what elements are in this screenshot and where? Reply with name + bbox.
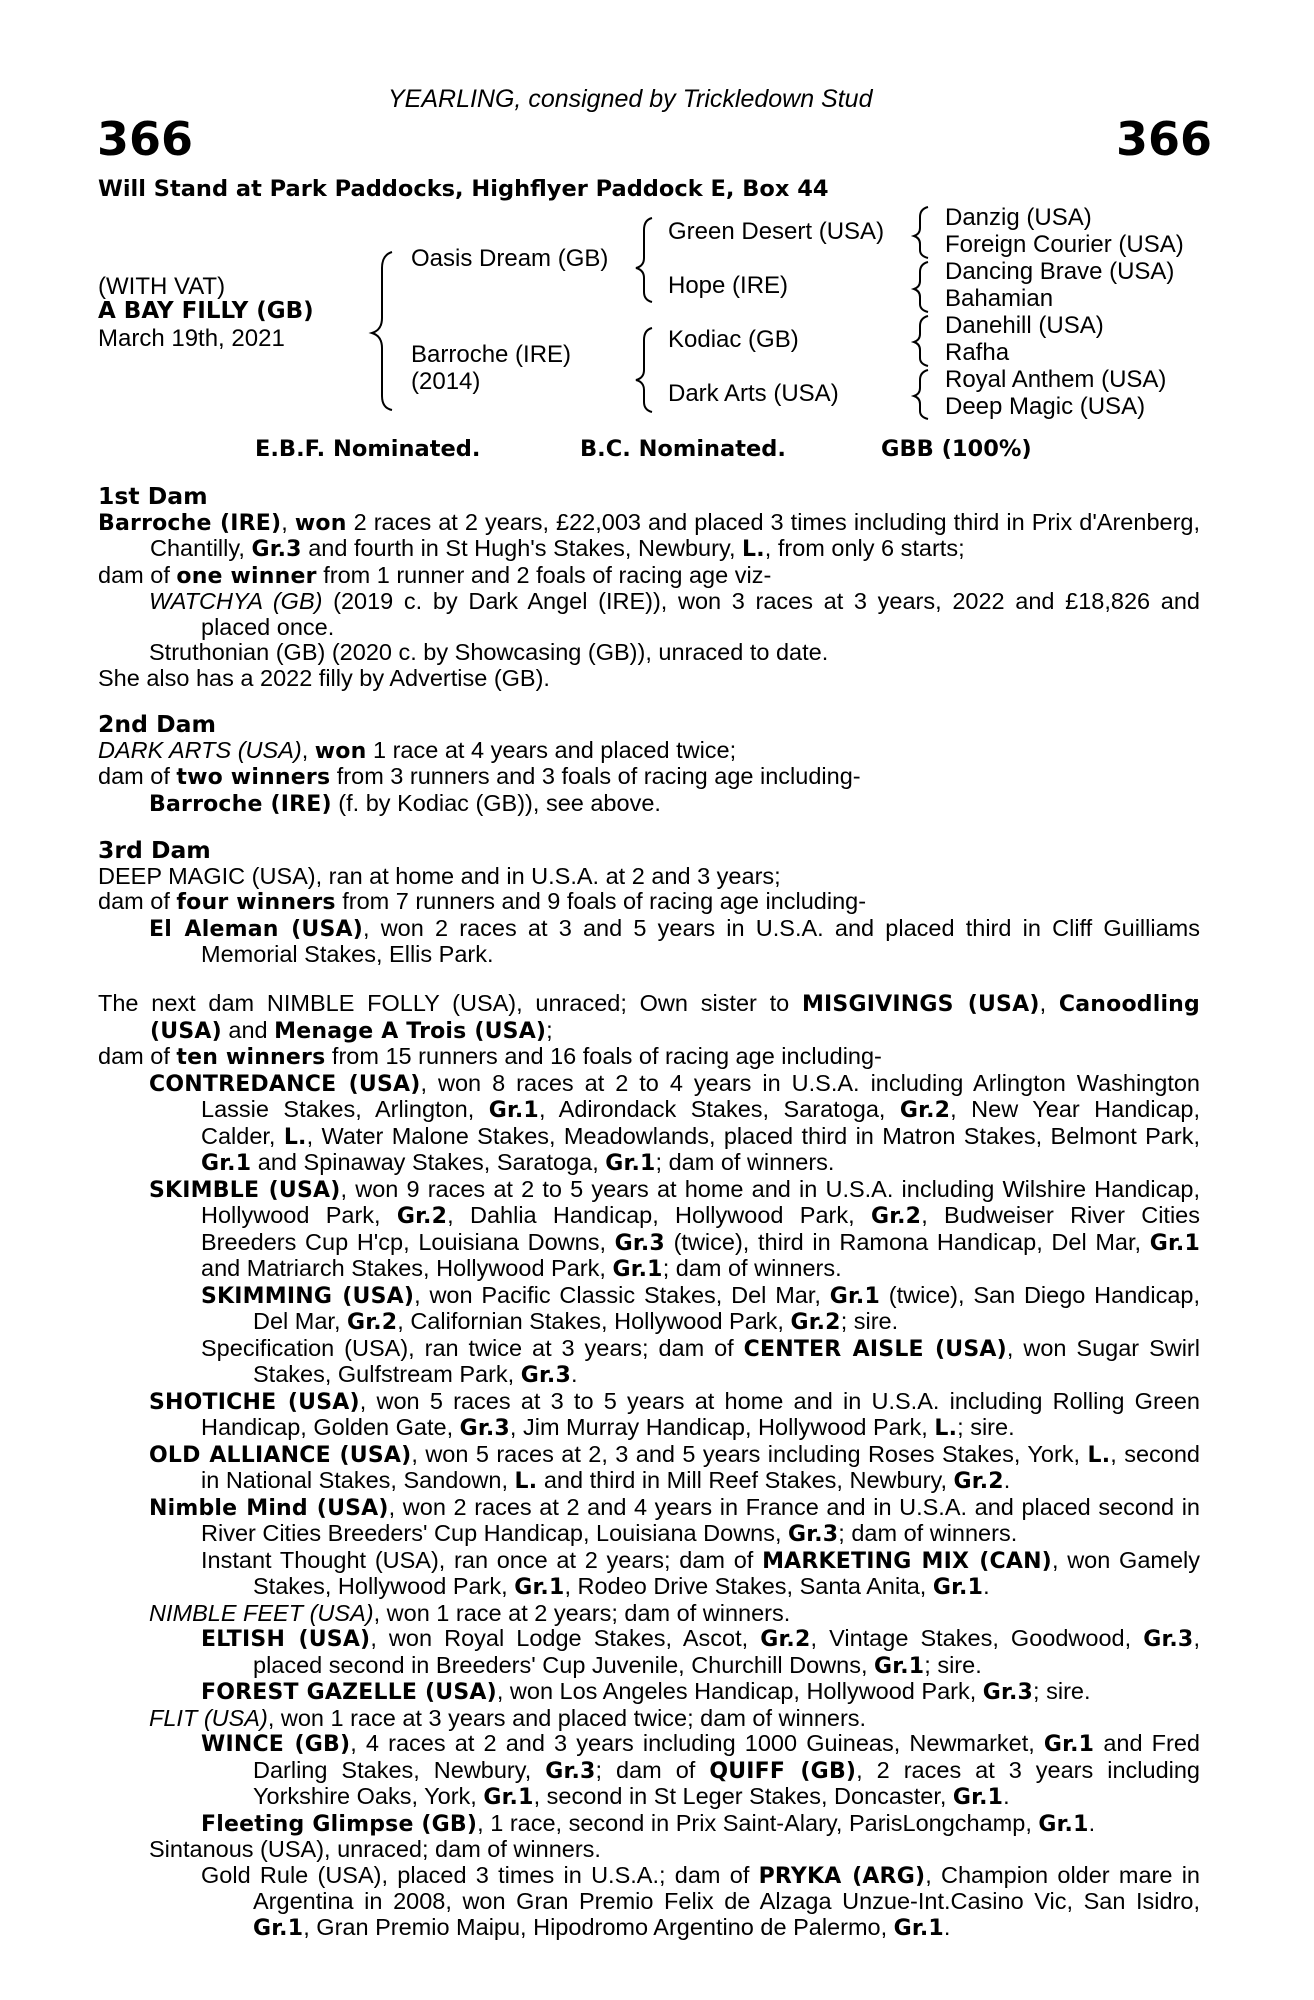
horse-dob: March 19th, 2021	[98, 325, 285, 352]
foal-fleeting-glimpse: Fleeting Glimpse (GB), 1 race, second in Prix Saint-Alary, ParisLongchamp, Gr.1.	[201, 1809, 1096, 1837]
lot-number-left: 366	[97, 112, 194, 166]
third-dam-line: DEEP MAGIC (USA), ran at home and in U.S.A. at 2 and 3 years;	[98, 862, 781, 889]
foal-sintanous: Sintanous (USA), unraced; dam of winners.	[149, 1836, 601, 1862]
third-dam-produce: dam of four winners from 7 runners and 9 foals of racing age including-	[98, 888, 867, 915]
foal-wince: WINCE (GB), 4 races at 2 and 3 years including 1000 Guineas, Newmarket, Gr.1 and Fred Darling Stakes, Newbury, Gr.3; dam of QUIFF (GB), 2 races at 3 years including Yorkshire Oaks, York, Gr.1, second in St Leger Stakes, Doncaster, Gr.1.	[201, 1730, 1201, 1810]
foal-old-alliance: OLD ALLIANCE (USA), won 5 races at 2, 3 and 5 years including Roses Stakes, York, L., second in National Stakes, Sandown, L. and third in Mill Reef Stakes, Newbury, Gr.2.	[149, 1440, 1200, 1494]
sire-name: Oasis Dream (GB)	[411, 245, 609, 272]
grandparent-5: Danehill (USA)	[945, 312, 1104, 339]
grandparent-6: Rafha	[945, 339, 1010, 366]
page-title: YEARLING, consigned by Trickledown Stud	[388, 85, 873, 113]
foal-2022: She also has a 2022 filly by Advertise (GB).	[98, 664, 550, 691]
horse-name: A BAY FILLY (GB)	[98, 298, 314, 324]
second-dam-produce: dam of two winners from 3 runners and 3 foals of racing age including-	[98, 763, 861, 790]
foal-el-aleman: El Aleman (USA), won 2 races at 3 and 5 years in U.S.A. and placed third in Cliff Guilliams Memorial Stakes, Ellis Park.	[149, 914, 1200, 967]
grandparent-1: Danzig (USA)	[945, 204, 1092, 231]
dam-sire-name: Kodiac (GB)	[668, 326, 799, 353]
grandparent-7: Royal Anthem (USA)	[945, 366, 1167, 393]
first-dam-line: Barroche (IRE), won 2 races at 2 years, £22,003 and placed 3 times including third in Prix d'Arenberg, Chantilly, Gr.3 and fourth in St Hugh's Stakes, Newbury, L., from only 6 starts;	[98, 508, 1201, 562]
foal-watchya: WATCHYA (GB) (2019 c. by Dark Angel (IRE)), won 3 races at 3 years, 2022 and £18,826 and placed once.	[149, 588, 1200, 640]
grandparent-4: Bahamian	[945, 285, 1054, 312]
first-dam-section	[98, 484, 1200, 691]
foal-gold-rule: Gold Rule (USA), placed 3 times in U.S.A.; dam of PRYKA (ARG), Champion older mare in Argentina in 2008, won Gran Premio Felix de Alzaga Unzue-Int.Casino Vic, San Isidro, Gr.1, Gran Premio Maipu, Hipodromo Argentino de Palermo, Gr.1.	[201, 1861, 1200, 1941]
third-dam-section	[98, 838, 1200, 968]
foal-skimble: SKIMBLE (USA), won 9 races at 2 to 5 years at home and in U.S.A. including Wilshire Handicap, Hollywood Park, Gr.2, Dahlia Handicap, Hollywood Park, Gr.2, Budweiser River Cities Breeders Cup H'cp, Louisiana Downs, Gr.3 (twice), third in Ramona Handicap, Del Mar, Gr.1 and Matriarch Stakes, Hollywood Park, Gr.1; dam of winners.	[149, 1175, 1201, 1282]
second-dam-section	[98, 712, 1200, 817]
sire-sire-name: Green Desert (USA)	[668, 218, 885, 245]
foal-nimble-mind: Nimble Mind (USA), won 2 races at 2 and 4 years in France and in U.S.A. and placed second in River Cities Breeders' Cup Handicap, Louisiana Downs, Gr.3; dam of winners.	[149, 1493, 1200, 1547]
foal-struthonian: Struthonian (GB) (2020 c. by Showcasing (GB)), unraced to date.	[149, 639, 829, 665]
lot-number-right: 366	[1116, 112, 1213, 166]
section-heading: 2nd Dam	[98, 710, 216, 738]
location-line: Will Stand at Park Paddocks, Highflyer Paddock E, Box 44	[98, 176, 829, 202]
next-dam-produce: dam of ten winners from 15 runners and 16 foals of racing age including-	[98, 1043, 882, 1070]
section-heading: 1st Dam	[98, 482, 208, 510]
grandparent-8: Deep Magic (USA)	[945, 393, 1146, 420]
vat-label: (WITH VAT)	[98, 273, 226, 300]
foal-forest-gazelle: FOREST GAZELLE (USA), won Los Angeles Handicap, Hollywood Park, Gr.3; sire.	[201, 1678, 1091, 1705]
second-dam-line: DARK ARTS (USA), won 1 race at 4 years and placed twice;	[98, 736, 737, 764]
gbb-rating: GBB (100%)	[881, 436, 1032, 462]
foal-skimming: SKIMMING (USA), won Pacific Classic Stakes, Del Mar, Gr.1 (twice), San Diego Handicap, Del Mar, Gr.2, Californian Stakes, Hollywood Park, Gr.2; sire.	[201, 1281, 1200, 1335]
foal-contredance: CONTREDANCE (USA), won 8 races at 2 to 4 years in U.S.A. including Arlington Washington Lassie Stakes, Arlington, Gr.1, Adirondack Stakes, Saratoga, Gr.2, New Year Handicap, Calder, L., Water Malone Stakes, Meadowlands, placed third in Matron Stakes, Belmont Park, Gr.1 and Spinaway Stakes, Saratoga, Gr.1; dam of winners.	[149, 1069, 1200, 1176]
first-dam-produce: dam of one winner from 1 runner and 2 foals of racing age viz-	[98, 561, 772, 589]
ebf-nomination: E.B.F. Nominated.	[255, 436, 481, 462]
foal-flit: FLIT (USA), won 1 race at 3 years and placed twice; dam of winners.	[149, 1704, 867, 1731]
grandparent-3: Dancing Brave (USA)	[945, 258, 1175, 285]
pedigree-brackets	[0, 0, 1314, 420]
next-dam-intro: The next dam NIMBLE FOLLY (USA), unraced; Own sister to MISGIVINGS (USA), Canoodling (USA) and Menage A Trois (USA);	[98, 990, 1200, 1044]
foal-shotiche: SHOTICHE (USA), won 5 races at 3 to 5 years at home and in U.S.A. including Rolling Green Handicap, Golden Gate, Gr.3, Jim Murray Handicap, Hollywood Park, L.; sire.	[149, 1387, 1200, 1441]
foal-nimble-feet: NIMBLE FEET (USA), won 1 race at 2 years; dam of winners.	[149, 1599, 791, 1626]
dam-year: (2014)	[411, 368, 481, 395]
bc-nomination: B.C. Nominated.	[580, 436, 786, 462]
foal-eltish: ELTISH (USA), won Royal Lodge Stakes, Ascot, Gr.2, Vintage Stakes, Goodwood, Gr.3, placed second in Breeders' Cup Juvenile, Churchill Downs, Gr.1; sire.	[201, 1625, 1200, 1679]
dam-dam-name: Dark Arts (USA)	[668, 380, 839, 407]
grandparent-2: Foreign Courier (USA)	[945, 231, 1184, 258]
foal-barroche: Barroche (IRE) (f. by Kodiac (GB)), see above.	[149, 789, 661, 817]
sire-dam-name: Hope (IRE)	[668, 272, 789, 299]
next-dam-section	[98, 991, 1200, 1941]
foal-instant-thought: Instant Thought (USA), ran once at 2 years; dam of MARKETING MIX (CAN), won Gamely Stakes, Hollywood Park, Gr.1, Rodeo Drive Stakes, Santa Anita, Gr.1.	[201, 1546, 1201, 1600]
dam-name: Barroche (IRE)	[411, 341, 572, 368]
section-heading: 3rd Dam	[98, 836, 211, 864]
foal-specification: Specification (USA), ran twice at 3 years; dam of CENTER AISLE (USA), won Sugar Swirl Stakes, Gulfstream Park, Gr.3.	[201, 1334, 1200, 1388]
